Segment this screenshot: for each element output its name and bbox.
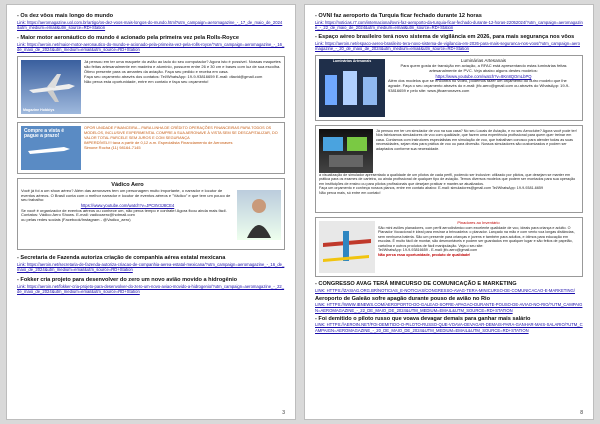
airplane-model-photo (21, 60, 81, 114)
ad-contact: Faça um orçamento e conheça nossos planos, entre em contato abaixo: E-mail: simuladores@gmail.com Tel/WhatsApp: 19-9-9381-6659 (319, 186, 544, 191)
photo-caption: Magazine Hobbiys (23, 107, 55, 112)
simulator-ad (315, 125, 583, 213)
article-link[interactable]: Link: https://aeroin.net/maior-motor-aeronautico-do-mundo-e-acionado-pela-primeira-vez-pela-rolls-royce/?utm_campaign=aeromagazine_-_16_de_maio_de_2024&utm_medium=email&utm_source=RD+Station (17, 41, 285, 52)
ad-footer: ou pelas redes sociais (Facebook/Instagram - @Vadico_aero) (21, 217, 131, 223)
page-number: 3 (282, 410, 285, 416)
person-icon (237, 190, 281, 240)
financing-ad (17, 122, 285, 174)
article-title: - Maior motor aeronáutico do mundo é acionado pela primeira vez pela Rolls-Royce (17, 35, 239, 41)
ad-text-2: a visualização de simulador apresentado a qualidade de um pilotos de cada perfil, podendo ser inclusive: utilizado por pilotos, que desejam se manter em prática para os exames de carteira, ou ainda profissional de qualquer tipo de aviação. Temos diversos modelos que podem ser montados para sua operação em instituições de ensino ou para pilotos profissionais que desejam praticar e manter-se atualizados. (319, 173, 576, 186)
financing-logo (21, 126, 81, 170)
ad-title: Vádico Aero (111, 182, 144, 188)
left-page (6, 4, 296, 420)
article-link[interactable]: Link: https://aeroin.net/fokker-cria-projeto-para-desenvolver-do-zero-um-novo-aviao-movido-a-hidrogenio/?utm_campaign=aeromagazine_-_22_de_maio_de_2024&utm_medium=email&utm_source=RD+Station (17, 283, 285, 294)
article-link[interactable]: Link: https://aeroin.net/secretaria-de-fazenda-autoriza-criacao-de-companhia-aerea-estatal-mexicana/?utm_campaign=aeromagazine_-_16_de_maio_de_2024&utm_medium=email&utm_source=RD+Station (17, 261, 285, 272)
video-link[interactable]: https://www.youtube.com/watch?v=JPC8V3J8CE4 (80, 203, 175, 209)
ad-text: Você já foi a um show aéreo? Além das aeronaves tem um personagem muito importante, o narrador e locutor de eventos aéreos. O Brasil conta com o melhor narrador e locutor de eventos aéreos e "Vádico" e que tem um pouco de seu trabalho: (21, 187, 231, 203)
right-page (304, 4, 594, 420)
article-link[interactable]: Link: https://aeroin.net/espaco-aereo-brasileiro-tera-novo-sistema-de-vigilancia-em-2026-para-mais-seguranca-nos-voos/?utm_campaign=aeromagazine_-_20_de_maio_de_2024&utm_medium=email&utm_source=RD+Station (315, 40, 580, 51)
article-title: Aeroporto de Galeão sofre apagão durante pouso de avião no Rio (315, 295, 490, 302)
article-link[interactable]: Link: https://aeromagazine.uol.com.br/artigo/os-dez-voos-mais-longos-do-mundo.html?utm_campaign=aeromagazine_-_17_de_maio_de_2024&utm_medium=email&utm_source=RD+Station (17, 19, 283, 30)
video-link[interactable]: https://www.youtube.com/watch?v=8Kn8QOmLbPQ (435, 73, 532, 79)
ad-text-2: Além dos modelos que se encontra no vídeo, podemos fazer um orçamento do outro modelo que lhe agrade. Faça o seu orçamento através do e-mail: jtfc.aero@gmail.com ou através do WhatsApp: 19-9-93816659 e pelo site: www.jtfcaeronaves.com (388, 77, 570, 93)
ad-text: Para quem gosta de transição em aviação, a RFAC está apresentando estas luminárias feitas artesanalmente de PVC. Veja abaixo alguns destes modelos: (400, 62, 567, 73)
article-title: - OVNI faz aeroporto da Turquia ficar fechado durante 12 horas (315, 13, 482, 19)
article-title: - CONGRESSO AVAG TERÁ MINICURSO DE COMUNICAÇÃO E MARKETING (315, 281, 517, 287)
vadico-ad (17, 178, 285, 250)
photo-title: Luminárias Artesanais (332, 59, 372, 63)
page-number: 8 (580, 410, 583, 416)
ad-title: Luminárias Artesanais (460, 58, 507, 63)
glider-photo (319, 221, 375, 273)
ad-text: São mini aviões planadores, com perfil aerodinâmico com excelente qualidade de voo, ideais para criança e adulto. O Planador Vocacional é ideal para ensinar a brincadeira: o planador. Lançado na mão e com vento voa longas distâncias, sem nenhuma bateria. São um presente para crianças e jovens e também para adultos, e ótimos para educação em escolas. É muito fácil de montar, são desmontáveis e podem ser guardados em qualquer lugar e são feitos de papelão, cartolina e outros produtos de fácil manipulação. Veja o seu site: (378, 225, 575, 248)
logo-line-1: Compre a vista é (24, 128, 65, 134)
glider-icon (319, 221, 375, 273)
article-title: - Secretaria de Fazenda autoriza criação de companhia aérea estatal mexicana (17, 255, 226, 261)
article-title: - Os dez vôos mais longo do mundo (17, 13, 114, 19)
article-link[interactable]: LINK: HTTPS://ZASIAG.ORG.BR/NOTICIAS_E-NOTICIAS/CONGRESSO-AVAG-TERA-MINICURSO-DE-COMUNICACAO-E-MARKETING/ (315, 287, 575, 293)
ad-contact: Faça seu orçamento através dos contatos: Tel/WhatsApp: 19-9-93816659 E-mail: dtavid@gmail.com (84, 73, 263, 79)
airplane-icon (24, 139, 76, 159)
airplane-icon (21, 60, 81, 114)
cockpit-icon (319, 129, 373, 173)
maquete-ad (17, 56, 285, 118)
article-title: - Espaço aéreo brasileiro terá novo sistema de vigilância em 2026, para mais segurança nos vôos (315, 34, 575, 40)
lamp-icon (319, 63, 385, 113)
vadico-photo (237, 190, 281, 240)
gliders-ad (315, 217, 583, 277)
lamp-photo (319, 59, 385, 117)
ad-text-2: Se você é organizador de eventos aéreos ou conhece um, não perca tempo e contrate! Agora ficou ainda mais fácil. Contatos: Vádico Aero Shows. E-mail: vadicoaero@hotmail.com (21, 207, 227, 218)
ad-contact: Simone Rocha (11) 98164-7145 (84, 144, 141, 150)
ad-text: Já pensou em ter uma maquete do avião ao lado do seu computador? Agora isto é possível. Nossas maquetes são feitas artesanalmente em madeira e alumínio, possuem entre 26 e 30 cm e bases com luz de sua escolha. Ótimo presente para os amantes da aviação. Faça seu pedido e receba em casa. (84, 59, 281, 74)
ad-footer: Não perca essa oportunidade, produto de qualidade! (378, 252, 471, 257)
ad-footer: Não perca mais, só entre em contato! (319, 191, 381, 196)
article-link[interactable]: Link: https://noticias.r7.com/internacional/ovni-faz-aeroporto-da-turquia-ficar-fechado-durante-12-horas-22052024/?utm_campaign=aeromagazine_-_22_de_maio_de_2024&utm_medium=email&utm_source=RD+Station (315, 19, 583, 30)
ad-footer: Não perca esta oportunidade, entre em contato e faça seu orçamento! (84, 78, 209, 84)
article-link[interactable]: LINK: HTTPS://WWW.IBNEWS.COM/AEROPORTO-DO-GALEAO-SOFRE-APAGAO-DURANTE-POUSO-DE-AVIAO-NO-RIO/?UTM_CAMPAIGN=AEROMAGAZINE_-_22_DE_MAIO_DE_2024&UTM_MEDIUM=EMAIL&UTM_SOURCE=RD+STATION (315, 302, 583, 313)
ad-text: OPOR UNIDADE FINANCEIRA – PARA LINHA DE CRÉDITO OPERAÇÕES FINANCEIRAS PARA TODOS OS MODELOS, INCLUSIVE EXPERIMENTAL COMPRE A SUA AERONAVE À VISTA SEM SE DESCAPITALIZAR, DO VALOR TOTAL PARCELE SEM JUROS E COM SEGURANÇA (84, 126, 278, 140)
ad-text: Já pensou em ter um simulador de voo na sua casa? No seu Locais de Aviação, e no seu Aeroclube? Agora você pode ter! Nós fabricamos simuladores de voo com qualidade, que fazem uma experiência profissional para quem quer treinar em casa. Contamos com instrutores especialistas em simulação de voo, que trabalham conosco para atender todas as suas necessidades, sejam elas para prática de voo ou para diversão. Nossos simuladores são customizados e podem ser adaptados conforme sua necessidade. (376, 129, 577, 151)
luminarias-ad (315, 55, 583, 121)
cockpit-photo (319, 129, 373, 173)
article-title: - Foi demitido o piloto russo que voava devagar demais para ganhar mais salário (315, 315, 531, 322)
ad-contact: Tel/WhatsApp: 19-9-93816659 - E-mail: jtfc.aero@gmail.com (378, 247, 478, 252)
logo-line-2: pague a prazo! (24, 132, 60, 139)
article-link[interactable]: LINK: HTTPS://AEROIN.NET/FOI-DEMITIDO-O-PILOTO-RUSSO-QUE-VOAVA-DEVAGAR-DEMAIS-PARA-GANHAR-MAIS-SALARIO/?UTM_CAMPAIGN=AEROMAGAZINE_-_20_DE_MAIO_DE_2024&UTM_MEDIUM=EMAIL&UTM_SOURCE=RD+STATION (315, 322, 583, 333)
article-title: - Fokker cria projeto para desenvolver do zero um novo avião movido a hidrogênio (17, 277, 238, 283)
ad-highlight: IMPERDÍVEL!!! taxa a partir de 0,12 a.m. Especialista Financiamento de Aeronaves (84, 139, 233, 145)
ad-title: Pinadores ao Inventário (457, 220, 500, 225)
